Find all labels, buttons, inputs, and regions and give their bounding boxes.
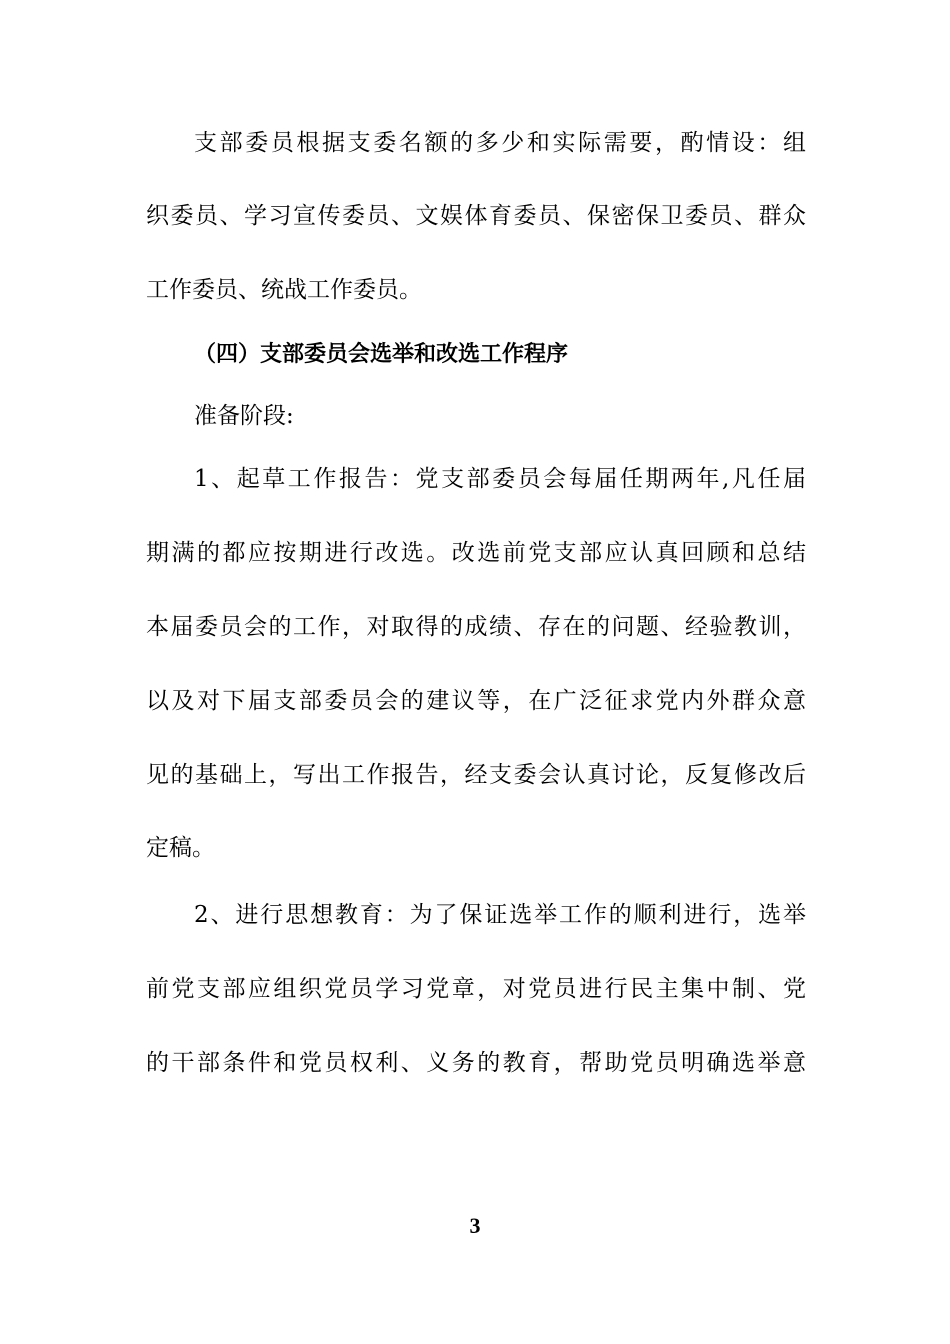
document-page xyxy=(146,0,806,1344)
paragraph-line: 支部委员根据支委名额的多少和实际需要，酌情设：组 xyxy=(194,130,806,156)
paragraph-line: 1、起草工作报告：党支部委员会每届任期两年,凡任届 xyxy=(194,466,806,492)
page-number: 3 xyxy=(469,1213,481,1238)
paragraph-line: 准备阶段: xyxy=(194,403,294,429)
paragraph-line: 定稿。 xyxy=(146,835,215,861)
paragraph-line: 工作委员、统战工作委员。 xyxy=(146,277,422,303)
paragraph-line: 2、进行思想教育：为了保证选举工作的顺利进行，选举 xyxy=(194,902,806,928)
section-heading: （四）支部委员会选举和改选工作程序 xyxy=(194,342,569,367)
paragraph-line: 以及对下届支部委员会的建议等，在广泛征求党内外群众意 xyxy=(146,688,806,714)
paragraph-line: 的干部条件和党员权利、义务的教育，帮助党员明确选举意 xyxy=(146,1050,806,1076)
paragraph-line: 见的基础上，写出工作报告，经支委会认真讨论，反复修改后 xyxy=(146,762,806,788)
paragraph-line: 前党支部应组织党员学习党章，对党员进行民主集中制、党 xyxy=(146,976,806,1002)
paragraph-line: 织委员、学习宣传委员、文娱体育委员、保密保卫委员、群众 xyxy=(146,203,806,229)
paragraph-line: 期满的都应按期进行改选。改选前党支部应认真回顾和总结 xyxy=(146,540,806,566)
paragraph-line: 本届委员会的工作，对取得的成绩、存在的问题、经验教训， xyxy=(146,614,806,640)
